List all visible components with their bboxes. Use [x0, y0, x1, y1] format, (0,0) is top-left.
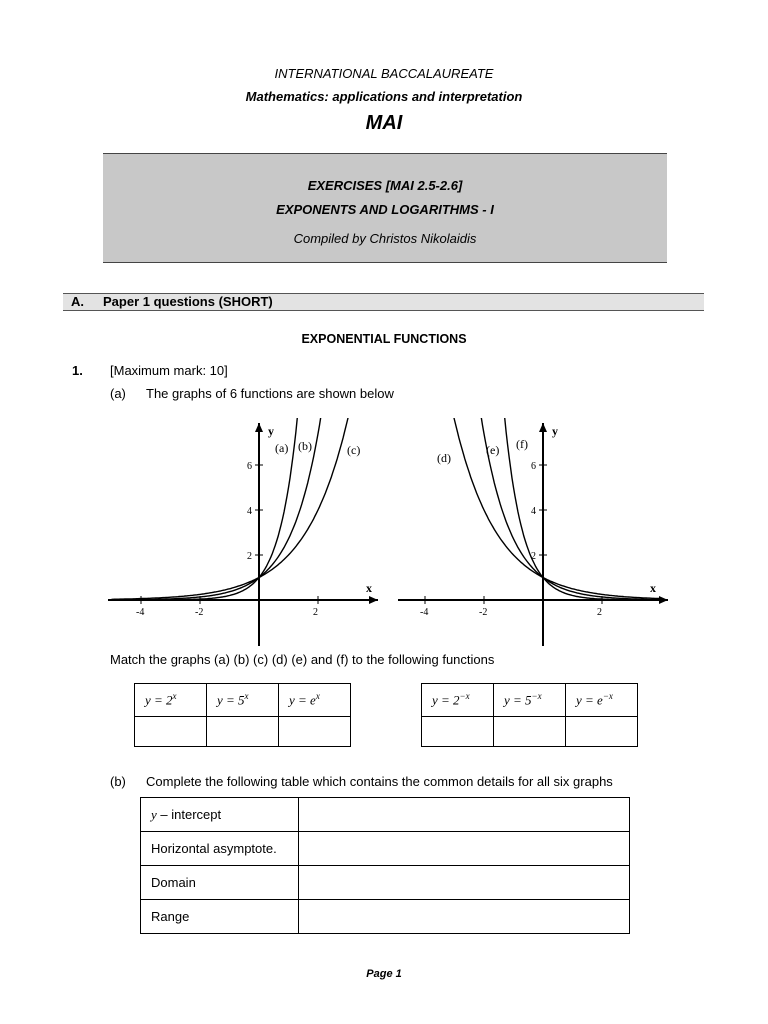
- header-code: MAI: [365, 112, 403, 134]
- answer-cell[interactable]: [422, 717, 494, 747]
- x-tick-label: -4: [136, 607, 145, 618]
- x-axis-arrow: [369, 596, 378, 604]
- function-cell: $y = 5^x$: [207, 684, 279, 717]
- answer-cell[interactable]: [299, 866, 630, 900]
- x-tick-label: -2: [479, 607, 488, 618]
- part-a-label: (a): [110, 386, 126, 401]
- section-number: A.: [71, 294, 84, 309]
- match-instruction: Match the graphs (a) (b) (c) (d) (e) and (f) to the following functions: [110, 652, 495, 667]
- title-box: [103, 153, 667, 263]
- x-tick-label: -4: [420, 607, 429, 618]
- curve-label: (e): [486, 443, 500, 457]
- question-marks: [Maximum mark: 10]: [110, 363, 228, 378]
- function-cell: $y = e^x$: [279, 684, 351, 717]
- y-axis-label: y: [268, 424, 274, 438]
- curve-label: (a): [275, 441, 289, 455]
- answer-cell[interactable]: [494, 717, 566, 747]
- y-axis-label: y: [552, 424, 558, 438]
- x-tick-label: 2: [313, 607, 318, 618]
- exercise-title: EXERCISES [MAI 2.5-2.6]: [307, 178, 463, 193]
- x-axis-label: x: [650, 581, 656, 595]
- answer-cell[interactable]: [299, 900, 630, 934]
- header-institution: INTERNATIONAL BACCALAUREATE: [274, 66, 494, 81]
- graph-right: [390, 418, 675, 648]
- header-course: Mathematics: applications and interpretation: [245, 89, 523, 104]
- curve-label: (c): [347, 443, 361, 457]
- match-table-right: [421, 683, 638, 747]
- row-label: Domain: [141, 866, 299, 900]
- curve: [453, 418, 661, 599]
- graph-right-plot: [398, 418, 668, 646]
- match-table-left: [134, 683, 351, 747]
- curve: [112, 418, 350, 599]
- curve-label: (f): [516, 437, 528, 451]
- answer-cell[interactable]: [566, 717, 638, 747]
- y-tick-label: 4: [247, 506, 252, 517]
- y-tick-label: 6: [531, 461, 536, 472]
- x-tick-label: 2: [597, 607, 602, 618]
- graph-left: [100, 418, 385, 648]
- y-tick-label: 2: [247, 551, 252, 562]
- section-title: Paper 1 questions (SHORT): [103, 294, 273, 309]
- function-cell: $y = e^{-x}$: [566, 684, 638, 717]
- curve: [112, 418, 321, 600]
- function-cell: $y = 5^{-x}$: [494, 684, 566, 717]
- page-number: Page 1: [366, 968, 402, 980]
- part-a-text: The graphs of 6 functions are shown below: [146, 386, 394, 401]
- answer-cell[interactable]: [299, 798, 630, 832]
- curve: [112, 418, 298, 600]
- curve-label: (b): [298, 439, 312, 453]
- answer-cell[interactable]: [299, 832, 630, 866]
- common-details-table: [140, 797, 630, 934]
- function-cell: $y = 2^{-x}$: [422, 684, 494, 717]
- section-bar: [63, 293, 704, 311]
- part-b-label: (b): [110, 774, 126, 789]
- y-axis-arrow: [255, 423, 263, 432]
- row-label: y – intercept: [141, 798, 299, 832]
- part-b-text: Complete the following table which contains the common details for all six graphs: [146, 774, 613, 789]
- answer-cell[interactable]: [279, 717, 351, 747]
- curve-label: (d): [437, 451, 451, 465]
- graph-left-plot: [108, 418, 378, 646]
- topic-title: EXPONENTS AND LOGARITHMS - I: [276, 202, 494, 217]
- author-line: Compiled by Christos Nikolaidis: [293, 231, 477, 246]
- answer-cell[interactable]: [207, 717, 279, 747]
- answer-cell[interactable]: [135, 717, 207, 747]
- row-label: Range: [141, 900, 299, 934]
- row-label: Horizontal asymptote.: [141, 832, 299, 866]
- curve: [505, 418, 661, 600]
- y-tick-label: 2: [531, 551, 536, 562]
- x-tick-label: -2: [195, 607, 204, 618]
- y-tick-label: 4: [531, 506, 536, 517]
- y-tick-label: 6: [247, 461, 252, 472]
- x-axis-label: x: [366, 581, 372, 595]
- function-cell: $y = 2^x$: [135, 684, 207, 717]
- subheading: EXPONENTIAL FUNCTIONS: [301, 332, 467, 346]
- question-number: 1.: [72, 363, 83, 378]
- y-axis-arrow: [539, 423, 547, 432]
